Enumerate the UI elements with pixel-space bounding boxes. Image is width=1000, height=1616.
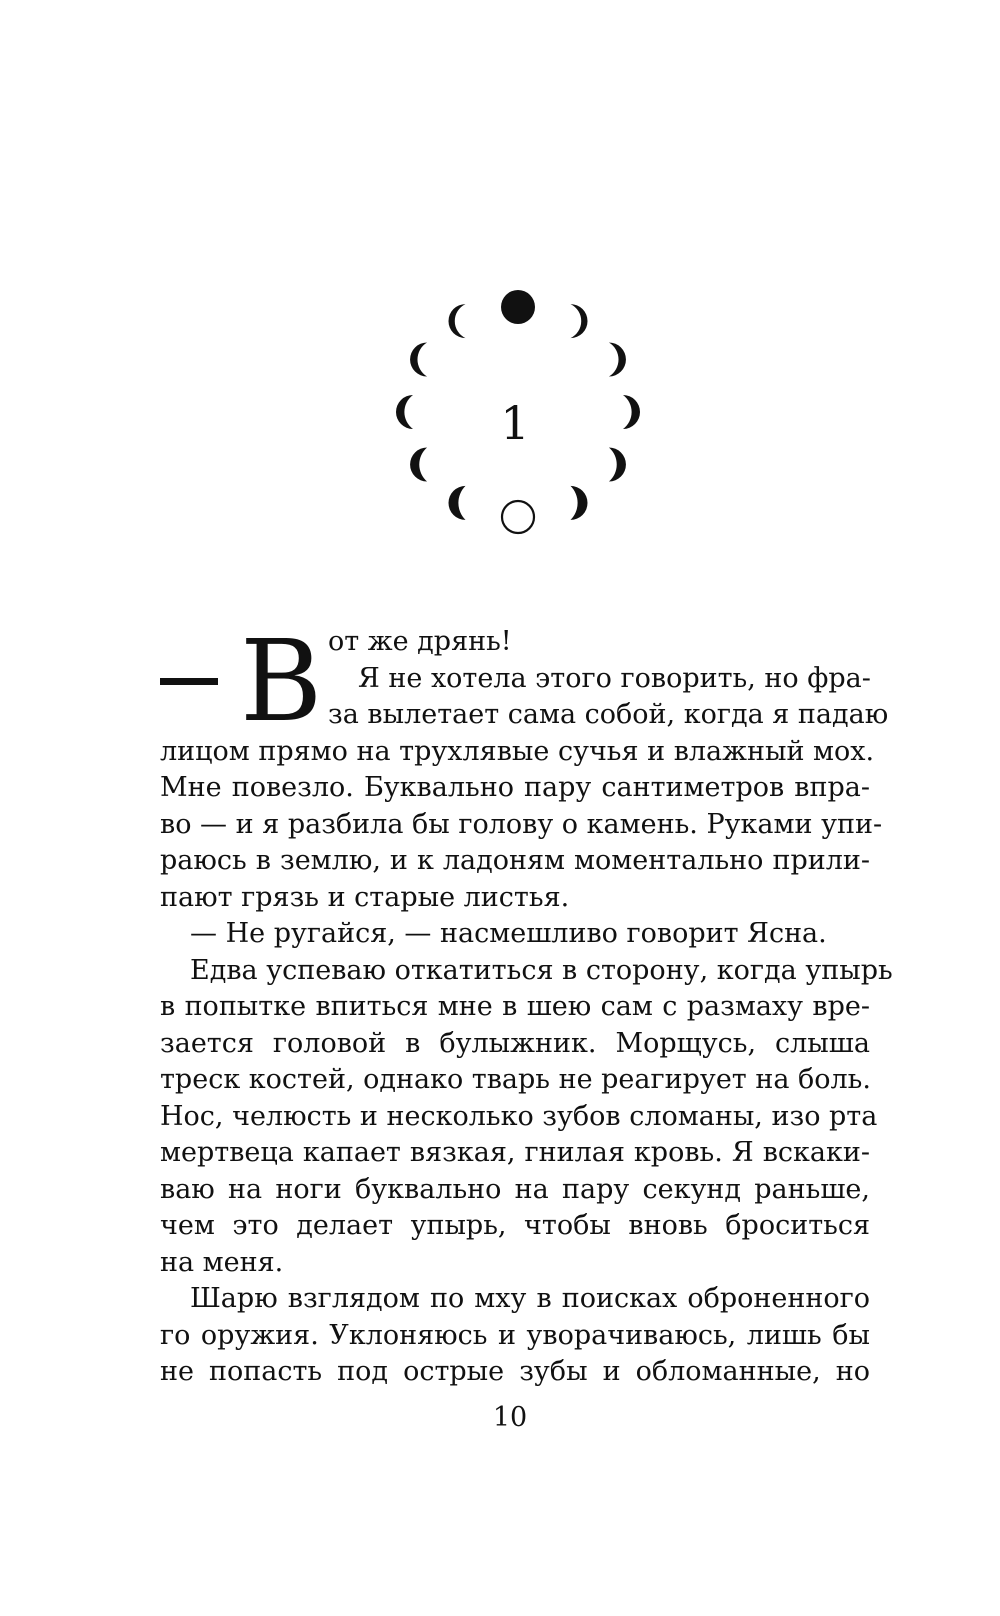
waning-crescent-icon: [449, 486, 466, 520]
chapter-number: 1: [500, 396, 530, 450]
waxing-crescent-icon: [571, 486, 588, 520]
waxing-crescent-icon: [609, 448, 626, 482]
waning-crescent-icon: [448, 304, 465, 338]
text-line: чем это делает упырь, чтобы вновь броситься: [160, 1210, 870, 1241]
opening-dash: [160, 678, 218, 685]
text-line: не попасть под острые зубы и обломанные, но: [160, 1356, 870, 1387]
text-line: в попытке впиться мне в шею сам с размаху вре-: [160, 991, 870, 1022]
text-line: на меня.: [160, 1246, 284, 1278]
text-line: лицом прямо на трухлявые сучья и влажный мох.: [160, 735, 875, 767]
text-line: во — и я разбила бы голову о камень. Руками упи-: [160, 808, 883, 840]
text-line: Нос, челюсть и несколько зубов сломаны, изо рта: [160, 1100, 878, 1132]
waning-crescent-icon: [410, 448, 427, 482]
text-line: зается головой в булыжник. Морщусь, слыша: [160, 1027, 870, 1059]
new-moon-icon: [501, 290, 535, 324]
text-line: Шарю взглядом по мху в поисках оброненного: [190, 1283, 870, 1314]
chapter-body: [160, 617, 893, 1391]
text-line: Я не хотела этого говорить, но фра-: [358, 662, 871, 694]
waning-crescent-icon: [396, 395, 413, 429]
dialogue-line: — Не ругайся, — насмешливо говорит Ясна.: [190, 918, 827, 949]
text-line: треск костей, однако тварь не реагирует на боль.: [160, 1064, 871, 1095]
full-moon-icon: [502, 501, 534, 533]
text-line: раюсь в землю, и к ладоням моментально прили-: [160, 845, 870, 876]
text-line: Мне повезло. Буквально пару сантиметров впра-: [160, 772, 870, 803]
text-line: от же дрянь!: [328, 626, 512, 657]
opening-paragraph: [160, 617, 889, 747]
page-number: 10: [492, 1402, 528, 1433]
text-line: за вылетает сама собой, когда я падаю: [328, 699, 889, 730]
text-line: Едва успеваю откатиться в сторону, когда упырь: [190, 954, 893, 986]
waxing-crescent-icon: [571, 304, 588, 338]
text-line: ваю на ноги буквально на пару секунд раньше,: [160, 1173, 870, 1205]
waning-crescent-icon: [410, 343, 427, 377]
text-line: мертвеца капает вязкая, гнилая кровь. Я вскаки-: [160, 1137, 870, 1168]
waxing-crescent-icon: [623, 395, 640, 429]
drop-cap: В: [240, 617, 323, 747]
waxing-crescent-icon: [609, 343, 626, 377]
text-line: го оружия. Уклоняюсь и уворачиваюсь, лишь бы: [160, 1319, 870, 1351]
text-line: пают грязь и старые листья.: [160, 881, 570, 913]
